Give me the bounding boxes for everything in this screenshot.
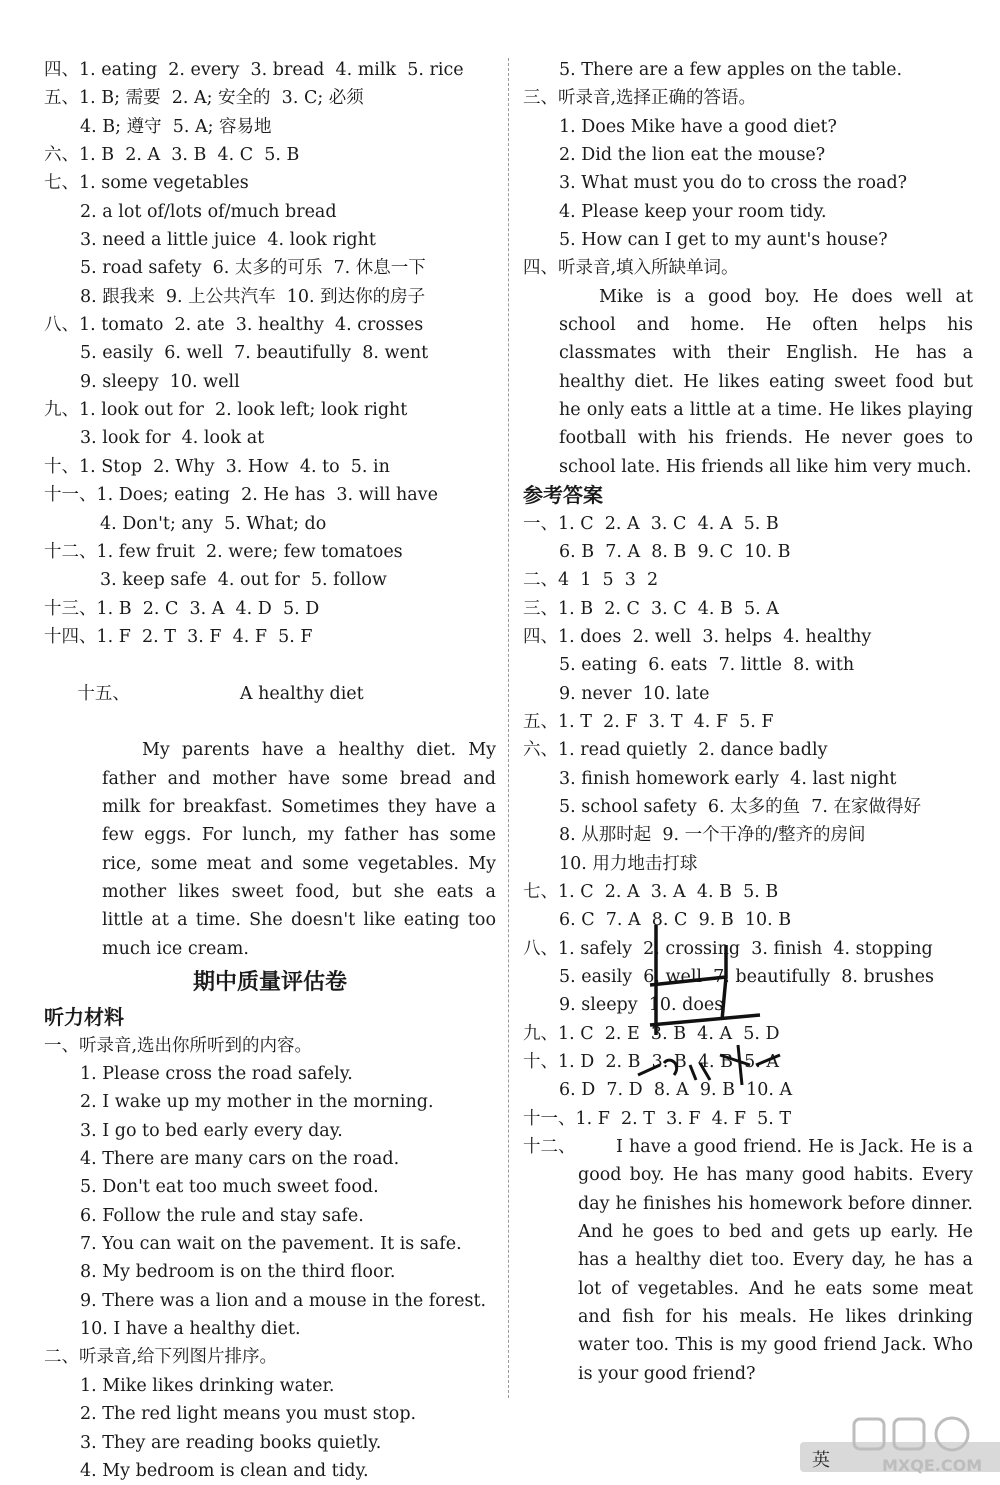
answer-line: 9. sleepy 10. well bbox=[80, 371, 240, 392]
answers-heading: 参考答案 bbox=[523, 483, 603, 508]
part2-heading: 二、听录音,给下列图片排序。 bbox=[44, 1347, 278, 1368]
answer-line: 2. a lot of/lots of/much bread bbox=[80, 201, 337, 222]
right-column bbox=[523, 56, 973, 1388]
answer-line: 三、1. B 2. C 3. C 4. B 5. A bbox=[523, 598, 779, 619]
answer-line: 七、1. C 2. A 3. A 4. B 5. B bbox=[523, 881, 779, 902]
answer-line: 10. 用力地击打球 bbox=[559, 853, 698, 874]
answer-line: 十二、1. few fruit 2. were; few tomatoes bbox=[44, 541, 403, 562]
answer-line: 一、1. C 2. A 3. C 4. A 5. B bbox=[523, 513, 779, 534]
essay-label: 十二、 bbox=[523, 1137, 576, 1158]
left-column bbox=[44, 56, 496, 1485]
listening-item: 5. How can I get to my aunt's house? bbox=[559, 230, 888, 251]
part4-paragraph: Mike is a good boy. He does well at school and home. He often helps his classmates with their English. He has a healthy diet. He likes eating sweet food but he only eats a little at a time. He likes playing football with his friends. He never goes to school late. His friends all like him very much. bbox=[559, 286, 973, 477]
answer-line: 五、1. B; 需要 2. A; 安全的 3. C; 必须 bbox=[44, 88, 364, 109]
answer-line: 4. Don't; any 5. What; do bbox=[100, 513, 327, 534]
answer-line: 5. easily 6. well 7. beautifully 8. brushes bbox=[559, 967, 934, 987]
answer-line: 9. never 10. late bbox=[559, 683, 710, 704]
answer-line: 八、1. safely 2. crossing 3. finish 4. stopping bbox=[523, 938, 933, 959]
listening-item: 9. There was a lion and a mouse in the forest. bbox=[80, 1290, 487, 1311]
essay-heading bbox=[44, 651, 496, 736]
listening-item: 4. There are many cars on the road. bbox=[80, 1149, 400, 1170]
listening-item: 1. Mike likes drinking water. bbox=[80, 1375, 335, 1396]
listening-item: 2. Did the lion eat the mouse? bbox=[559, 145, 826, 166]
watermark-logo bbox=[822, 1415, 998, 1477]
part1-heading: 一、听录音,选出你所听到的内容。 bbox=[44, 1035, 313, 1056]
listening-item: 10. I have a healthy diet. bbox=[80, 1319, 301, 1340]
essay-paragraph: I have a good friend. He is Jack. He is a good boy. He has many good habits. Every day he finishes his homework before dinner. And he goes to bed and gets up early. He has a healthy diet too. Every day, he has a lot of vegetables. And he eats some meat and fish for his meals. He likes drinking water too. This is my good friend Jack. Who is your good friend? bbox=[578, 1137, 973, 1384]
part4-heading: 四、听录音,填入所缺单词。 bbox=[523, 258, 739, 279]
answer-line: 五、1. T 2. F 3. T 4. F 5. F bbox=[523, 711, 774, 732]
listening-item: 7. You can wait on the pavement. It is safe. bbox=[80, 1234, 462, 1255]
answer-line: 5. eating 6. eats 7. little 8. with bbox=[559, 655, 855, 676]
listening-item: 2. The red light means you must stop. bbox=[80, 1404, 417, 1425]
answer-line: 七、1. some vegetables bbox=[44, 173, 249, 194]
answer-line: 8. 从那时起 9. 一个干净的/整齐的房间 bbox=[559, 825, 866, 846]
exam-title: 期中质量评估卷 bbox=[192, 970, 347, 995]
answer-line: 二、4 1 5 3 2 bbox=[523, 570, 659, 591]
answer-line: 6. B 7. A 8. B 9. C 10. B bbox=[559, 541, 791, 562]
answer-line: 3. keep safe 4. out for 5. follow bbox=[100, 570, 387, 591]
answer-line: 3. look for 4. look at bbox=[80, 428, 265, 449]
answer-line: 八、1. tomato 2. ate 3. healthy 4. crosses bbox=[44, 315, 424, 336]
answer-line: 十四、1. F 2. T 3. F 4. F 5. F bbox=[44, 626, 313, 647]
watermark-text: MXQE.COM bbox=[882, 1456, 983, 1475]
listening-item: 3. They are reading books quietly. bbox=[80, 1432, 382, 1453]
listening-item: 8. My bedroom is on the third floor. bbox=[80, 1262, 396, 1283]
answer-line: 十三、1. B 2. C 3. A 4. D 5. D bbox=[44, 598, 320, 619]
answer-line: 4. B; 遵守 5. A; 容易地 bbox=[80, 116, 272, 137]
listening-item: 5. There are a few apples on the table. bbox=[559, 60, 903, 80]
listening-item: 5. Don't eat too much sweet food. bbox=[80, 1177, 379, 1198]
listening-item: 2. I wake up my mother in the morning. bbox=[80, 1092, 434, 1113]
answer-line: 四、1. eating 2. every 3. bread 4. milk 5. rice bbox=[44, 60, 464, 80]
column-divider bbox=[508, 58, 509, 1398]
answer-line: 5. road safety 6. 太多的可乐 7. 休息一下 bbox=[80, 258, 426, 279]
essay-label: 十五、 bbox=[77, 683, 130, 704]
listening-heading: 听力材料 bbox=[44, 1005, 124, 1030]
listening-item: 1. Does Mike have a good diet? bbox=[559, 116, 837, 137]
essay-paragraph: My parents have a healthy diet. My father and mother have some bread and milk for breakfast. Sometimes they have a few eggs. For lunch, my father has some rice, some meat and some vegetables. My mother likes sweet food, but she eats a little at a time. She doesn't like eating too much ice cream. bbox=[102, 740, 496, 959]
answer-line: 3. need a little juice 4. look right bbox=[80, 230, 376, 251]
answer-line: 十、1. Stop 2. Why 3. How 4. to 5. in bbox=[44, 456, 390, 477]
listening-item: 4. Please keep your room tidy. bbox=[559, 201, 827, 222]
answer-line: 四、1. does 2. well 3. helps 4. healthy bbox=[523, 626, 872, 647]
answer-line: 5. easily 6. well 7. beautifully 8. went bbox=[80, 343, 429, 364]
listening-item: 3. What must you do to cross the road? bbox=[559, 173, 908, 194]
listening-item: 1. Please cross the road safely. bbox=[80, 1064, 353, 1085]
answer-line: 十、1. D 2. B 3. B 4. B 5. A bbox=[523, 1052, 780, 1073]
listening-item: 6. Follow the rule and stay safe. bbox=[80, 1205, 364, 1226]
answer-line: 8. 跟我来 9. 上公共汽车 10. 到达你的房子 bbox=[80, 286, 426, 307]
answer-line: 十一、1. F 2. T 3. F 4. F 5. T bbox=[523, 1108, 792, 1129]
answer-line: 九、1. look out for 2. look left; look right bbox=[44, 400, 408, 421]
footer-tab-text: 英 bbox=[812, 1450, 830, 1471]
essay-title: A healthy diet bbox=[239, 683, 364, 704]
answer-line: 9. sleepy 10. does bbox=[559, 995, 724, 1016]
handwriting-scribble bbox=[630, 915, 790, 1095]
answer-line: 十一、1. Does; eating 2. He has 3. will have bbox=[44, 485, 438, 506]
answer-line: 6. D 7. D 8. A 9. B 10. A bbox=[559, 1080, 793, 1101]
answer-line: 六、1. read quietly 2. dance badly bbox=[523, 740, 828, 761]
essay-block bbox=[523, 1133, 973, 1388]
listening-item: 4. My bedroom is clean and tidy. bbox=[80, 1460, 369, 1481]
answer-line: 3. finish homework early 4. last night bbox=[559, 768, 897, 789]
answer-line: 九、1. C 2. E 3. B 4. A 5. D bbox=[523, 1023, 780, 1044]
answer-line: 六、1. B 2. A 3. B 4. C 5. B bbox=[44, 145, 300, 166]
listening-item: 3. I go to bed early every day. bbox=[80, 1120, 343, 1141]
answer-line: 5. school safety 6. 太多的鱼 7. 在家做得好 bbox=[559, 796, 921, 817]
part3-heading: 三、听录音,选择正确的答语。 bbox=[523, 88, 757, 109]
answer-line: 6. C 7. A 8. C 9. B 10. B bbox=[559, 910, 792, 931]
